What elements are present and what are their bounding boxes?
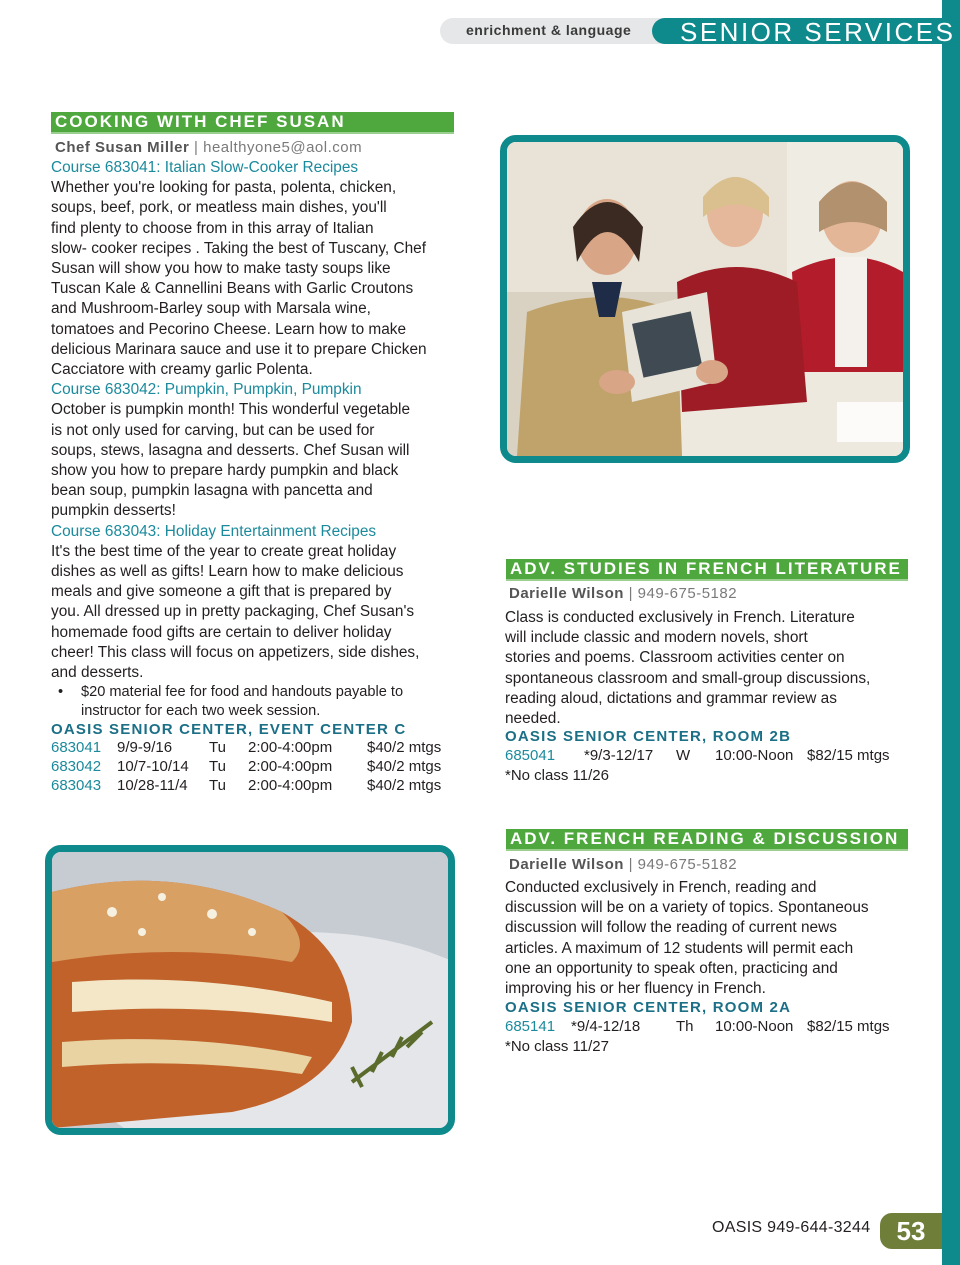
separator: | (628, 585, 633, 602)
no-class-note: *No class 11/27 (505, 1038, 609, 1055)
french-lit-instructor-line (509, 584, 737, 603)
text-line: It's the best time of the year to create great holiday (51, 542, 397, 560)
text-line: Conducted exclusively in French, reading and (505, 879, 817, 896)
cooking-description (51, 158, 461, 683)
course-day: Tu (209, 758, 226, 775)
text-line: pumpkin desserts! (51, 502, 176, 520)
text-line: Cacciatore with creamy garlic Polenta. (51, 361, 313, 379)
french-lit-description (505, 608, 915, 729)
page-number: 53 (880, 1213, 942, 1249)
text-line: instructor for each two week session. (81, 703, 321, 719)
photo-lasagna (45, 845, 455, 1135)
text-line: will include classic and modern novels, short (505, 629, 808, 647)
instructor-name: Darielle Wilson (509, 856, 624, 873)
course-time: 2:00-4:00pm (248, 739, 333, 756)
text-line: articles. A maximum of 12 students will permit each (505, 939, 854, 957)
text-line: and Mushroom-Barley soup with Marsala wine, (51, 300, 371, 318)
text-line: find plenty to choose from in this array of Italian (51, 219, 374, 237)
course-code[interactable]: 683043 (51, 777, 102, 794)
lasagna-illustration (52, 852, 448, 1128)
instructor-phone: 949-675-5182 (637, 585, 738, 602)
course-day: W (676, 747, 691, 764)
text-line: and desserts. (51, 664, 144, 682)
text-line: dishes as well as gifts! Learn how to make delicious (51, 563, 404, 581)
no-class-note: *No class 11/26 (505, 767, 609, 784)
cooking-section-title: COOKING WITH CHEF SUSAN (51, 112, 454, 134)
course-dates: 9/9-9/16 (117, 739, 173, 756)
material-fee-note (81, 683, 461, 721)
text-line: October is pumpkin month! This wonderful vegetable (51, 401, 411, 419)
photo-students (500, 135, 910, 463)
cooking-instructor-line (55, 138, 362, 157)
text-line: Susan will show you how to make tasty soups like (51, 260, 391, 278)
course-fee: $82/15 mtgs (807, 1018, 890, 1035)
course-fee: $40/2 mtgs (367, 777, 442, 794)
text-line: Whether you're looking for pasta, polenta, chicken, (51, 179, 397, 197)
separator: | (628, 856, 633, 873)
course-code[interactable]: 683041 (51, 739, 102, 756)
french-reading-description (505, 878, 915, 999)
text-line: $20 material fee for food and handouts payable to (81, 684, 404, 700)
text-line: meals and give someone a gift that is prepared by (51, 583, 392, 601)
course-dates: 10/28-11/4 (117, 777, 188, 794)
header-title: SENIOR SERVICES (680, 17, 956, 47)
cooking-location: OASIS SENIOR CENTER, EVENT CENTER C (51, 721, 407, 738)
text-line: show you how to prepare hardy pumpkin and black (51, 462, 399, 480)
course-time: 2:00-4:00pm (248, 777, 333, 794)
course-dates: 10/7-10/14 (117, 758, 189, 775)
text-line: slow- cooker recipes . Taking the best of Tuscany, Chef (51, 239, 426, 257)
text-line: improving his or her fluency in French. (505, 980, 766, 998)
instructor-name: Chef Susan Miller (55, 139, 190, 156)
text-line: Tuscan Kale & Cannellini Beans with Garlic Croutons (51, 280, 414, 298)
text-line: discussion will be on a variety of topics. Spontaneous (505, 899, 869, 917)
course-title: Course 683041: Italian Slow-Cooker Recipes (51, 159, 359, 176)
french-reading-section-title: ADV. FRENCH READING & DISCUSSION (506, 829, 908, 851)
french-reading-location: OASIS SENIOR CENTER, ROOM 2A (505, 999, 792, 1016)
text-line: bean soup, pumpkin lasagna with pancetta and (51, 482, 373, 500)
text-line: reading aloud, dictations and grammar review as (505, 689, 837, 707)
course-fee: $40/2 mtgs (367, 758, 442, 775)
text-line: soups, stews, lasagna and desserts. Chef Susan will (51, 441, 410, 459)
instructor-email[interactable]: healthyone5@aol.com (203, 139, 363, 156)
text-line: spontaneous classroom and small-group discussions, (505, 669, 871, 687)
right-edge-bar (942, 0, 960, 1265)
instructor-name: Darielle Wilson (509, 585, 624, 602)
footer-phone: OASIS 949-644-3244 (712, 1219, 871, 1236)
text-line: soups, beef, pork, or meatless main dishes, you'll (51, 199, 387, 217)
text-line: Class is conducted exclusively in French. Literature (505, 609, 855, 626)
text-line: delicious Marinara sauce and use it to prepare Chicken (51, 340, 427, 358)
course-code[interactable]: 683042 (51, 758, 102, 775)
course-fee: $82/15 mtgs (807, 747, 890, 764)
separator: | (194, 139, 199, 156)
bullet-dot: • (58, 684, 64, 700)
instructor-phone: 949-675-5182 (637, 856, 738, 873)
text-line: needed. (505, 710, 561, 728)
french-lit-location: OASIS SENIOR CENTER, ROOM 2B (505, 728, 792, 745)
course-day: Th (676, 1018, 694, 1035)
text-line: tomatoes and Pecorino Cheese. Learn how to make (51, 320, 407, 338)
text-line: stories and poems. Classroom activities center on (505, 649, 845, 667)
course-code[interactable]: 685041 (505, 747, 556, 764)
text-line: homemade food gifts are certain to deliver holiday (51, 623, 392, 641)
course-time: 10:00-Noon (715, 747, 794, 764)
course-code[interactable]: 685141 (505, 1018, 556, 1035)
text-line: is not only used for carving, but can be used for (51, 421, 375, 439)
course-day: Tu (209, 777, 226, 794)
course-dates: *9/3-12/17 (584, 747, 654, 764)
course-fee: $40/2 mtgs (367, 739, 442, 756)
french-lit-section-title: ADV. STUDIES IN FRENCH LITERATURE (506, 559, 908, 581)
course-title: Course 683042: Pumpkin, Pumpkin, Pumpkin (51, 381, 362, 399)
text-line: discussion will follow the reading of current news (505, 919, 837, 937)
students-illustration (507, 142, 903, 456)
course-time: 10:00-Noon (715, 1018, 794, 1035)
course-dates: *9/4-12/18 (571, 1018, 641, 1035)
text-line: one an opportunity to speak often, practicing and (505, 959, 838, 977)
french-reading-instructor-line (509, 855, 737, 874)
text-line: cheer! This class will focus on appetizers, side dishes, (51, 643, 420, 661)
course-title: Course 683043: Holiday Entertainment Recipes (51, 522, 377, 540)
text-line: you. All dressed up in pretty packaging, Chef Susan's (51, 603, 415, 621)
course-time: 2:00-4:00pm (248, 758, 333, 775)
header-category: enrichment & language (466, 22, 632, 38)
course-day: Tu (209, 739, 226, 756)
